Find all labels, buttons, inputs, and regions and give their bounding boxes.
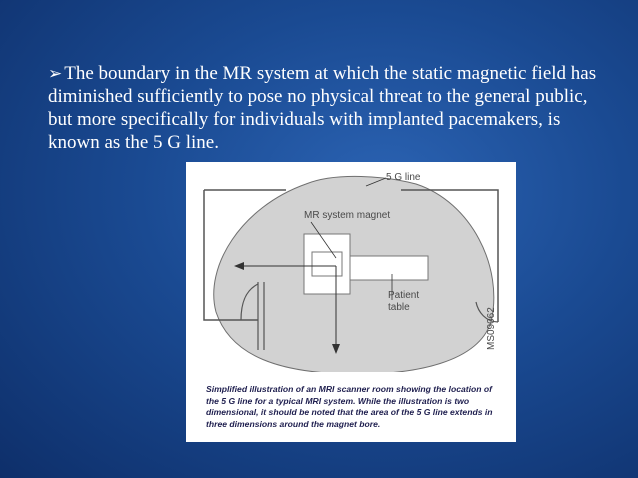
label-5g-line: 5 G line [386,172,421,183]
mri-room-figure [186,162,516,442]
five-gauss-diagram [186,162,516,372]
label-mr-magnet: MR system magnet [304,210,391,221]
label-patient-table: Patient table [388,290,420,313]
figure-code: MS09062 [486,307,497,350]
patient-table [350,256,428,280]
bullet-paragraph: The boundary in the MR system at which the static magnetic field has diminished sufficiently to pose no physical threat to the general public, but more specifically for individuals with implanted pacemakers, is known as the 5 G line. [48,63,597,153]
arrow-bullet-icon: ➢ [48,64,63,83]
slide-bullet-text [48,62,608,154]
figure-caption: Simplified illustration of an MRI scanner room showing the location of the 5 G line for a typical MRI system. While the illustration is two dimensional, it should be noted that the area of the 5 G line extends in three dimensions around the magnet bore. [206,384,493,429]
magnet-bore [312,252,342,276]
